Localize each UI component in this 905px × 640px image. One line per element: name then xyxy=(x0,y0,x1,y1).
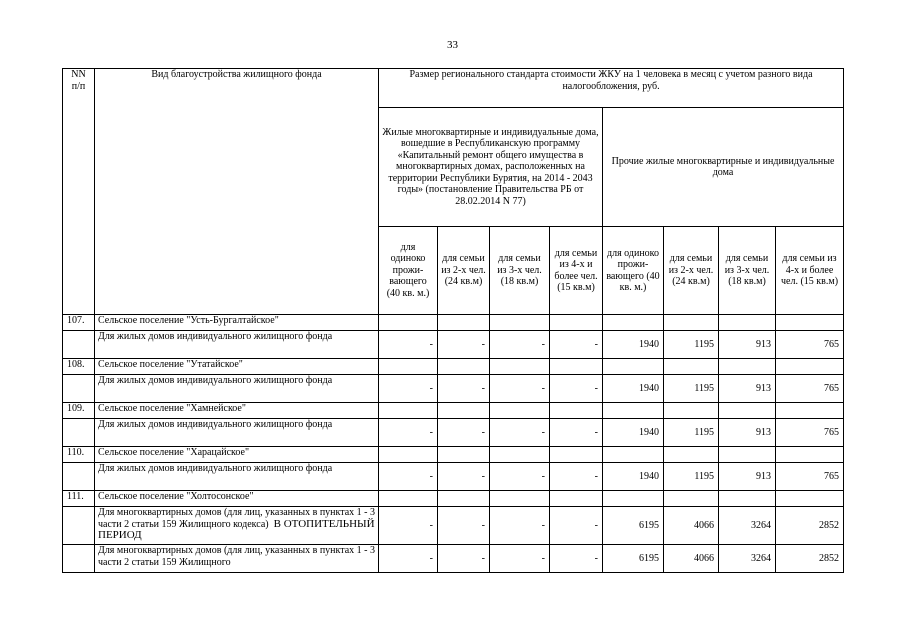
empty-cell xyxy=(603,403,664,419)
empty-cell xyxy=(379,491,438,507)
value-cell: 1195 xyxy=(664,463,719,491)
empty-cell xyxy=(776,315,844,331)
header-type: Вид благоустройства жилищного фонда xyxy=(95,69,379,315)
value-cell: - xyxy=(379,463,438,491)
empty-cell xyxy=(603,359,664,375)
value-cell: - xyxy=(438,545,490,573)
subheader-sub-a-4: для семьи из 4-х и более чел. (15 кв.м) xyxy=(550,227,603,315)
value-cell: - xyxy=(438,375,490,403)
empty-cell xyxy=(490,315,550,331)
empty-cell xyxy=(550,447,603,463)
subheader-sub-b-2: для семьи из 2-х чел. (24 кв.м) xyxy=(664,227,719,315)
empty-cell xyxy=(438,403,490,419)
housing-description xyxy=(95,419,379,447)
header-size: Размер регионального стандарта стоимости ЖКУ на 1 человека в месяц с учетом разного вида налогообложения, руб. xyxy=(379,69,844,108)
housing-description xyxy=(95,375,379,403)
subheader-sub-a-3: для семьи из 3-х чел. (18 кв.м) xyxy=(490,227,550,315)
empty-cell xyxy=(664,315,719,331)
description-text: Для жилых домов индивидуального жилищного фонда xyxy=(98,375,333,386)
empty-cell xyxy=(719,403,776,419)
value-cell: - xyxy=(438,419,490,447)
description-text: Для жилых домов индивидуального жилищного фонда xyxy=(98,463,333,474)
empty-cell xyxy=(550,315,603,331)
empty-cell xyxy=(490,403,550,419)
value-cell: - xyxy=(438,331,490,359)
empty-cell xyxy=(603,447,664,463)
table-row xyxy=(63,315,844,331)
value-cell: - xyxy=(438,507,490,545)
value-cell: 1940 xyxy=(603,331,664,359)
empty-cell xyxy=(490,491,550,507)
empty-cell xyxy=(776,359,844,375)
empty-cell xyxy=(719,359,776,375)
housing-description xyxy=(95,545,379,573)
settlement-name: Сельское поселение "Харацайское" xyxy=(95,447,379,463)
empty-cell xyxy=(379,447,438,463)
header-group-b: Прочие жилые многоквартирные и индивидуальные дома xyxy=(603,108,844,227)
value-cell: - xyxy=(550,463,603,491)
empty-cell xyxy=(719,447,776,463)
value-cell: 6195 xyxy=(603,507,664,545)
value-cell: 1940 xyxy=(603,419,664,447)
value-cell: - xyxy=(379,507,438,545)
empty-cell xyxy=(438,491,490,507)
empty-cell xyxy=(776,491,844,507)
value-cell: - xyxy=(550,545,603,573)
value-cell: 1940 xyxy=(603,463,664,491)
header-group-a: Жилые многоквартирные и индивидуальные дома, вошедшие в Республиканскую программу «Капитальный ремонт общего имущества в многоквартирных домах, расположенных на территории Республики Бурятия, на 2014 - 2043 годы» (постановление Правительства РБ от 28.02.2014 N 77) xyxy=(379,108,603,227)
row-number: 110. xyxy=(63,447,95,463)
empty-cell xyxy=(719,315,776,331)
empty-cell xyxy=(719,491,776,507)
description-text: Для многоквартирных домов (для лиц, указанных в пунктах 1 - 3 части 2 статьи 159 Жилищного xyxy=(98,545,376,568)
row-number: 111. xyxy=(63,491,95,507)
empty-cell xyxy=(379,359,438,375)
value-cell: 1940 xyxy=(603,375,664,403)
row-number: 107. xyxy=(63,315,95,331)
description-text: Для жилых домов индивидуального жилищного фонда xyxy=(98,419,333,430)
value-cell: - xyxy=(490,419,550,447)
value-cell: 765 xyxy=(776,375,844,403)
empty-cell xyxy=(664,491,719,507)
subheader-sub-b-3: для семьи из 3-х чел. (18 кв.м) xyxy=(719,227,776,315)
settlement-name: Сельское поселение "Усть-Бургалтайское" xyxy=(95,315,379,331)
table-row xyxy=(63,375,844,403)
settlement-name: Сельское поселение "Хамнейское" xyxy=(95,403,379,419)
empty-cell xyxy=(63,419,95,447)
value-cell: - xyxy=(490,545,550,573)
empty-cell xyxy=(664,359,719,375)
table-row xyxy=(63,507,844,545)
empty-cell xyxy=(550,403,603,419)
empty-cell xyxy=(550,359,603,375)
empty-cell xyxy=(603,491,664,507)
value-cell: - xyxy=(490,375,550,403)
table-row xyxy=(63,447,844,463)
empty-cell xyxy=(63,331,95,359)
settlement-name: Сельское поселение "Холтосонское" xyxy=(95,491,379,507)
tariff-table xyxy=(62,68,844,573)
housing-description xyxy=(95,507,379,545)
value-cell: - xyxy=(490,507,550,545)
description-text: Для многоквартирных домов (для лиц, указанных в пунктах 1 - 3 части 2 статьи 159 Жилищного кодекса) xyxy=(98,507,376,530)
empty-cell xyxy=(379,315,438,331)
empty-cell xyxy=(63,507,95,545)
empty-cell xyxy=(490,359,550,375)
table-row xyxy=(63,331,844,359)
value-cell: 4066 xyxy=(664,545,719,573)
value-cell: - xyxy=(379,419,438,447)
value-cell: - xyxy=(490,463,550,491)
subheader-sub-b-1: для одиноко прожи-вающего (40 кв. м.) xyxy=(603,227,664,315)
value-cell: - xyxy=(490,331,550,359)
empty-cell xyxy=(776,447,844,463)
subheader-sub-a-2: для семьи из 2-х чел. (24 кв.м) xyxy=(438,227,490,315)
value-cell: - xyxy=(550,331,603,359)
housing-description xyxy=(95,331,379,359)
empty-cell xyxy=(490,447,550,463)
settlement-name: Сельское поселение "Утатайское" xyxy=(95,359,379,375)
housing-description xyxy=(95,463,379,491)
value-cell: 913 xyxy=(719,463,776,491)
value-cell: - xyxy=(379,331,438,359)
table-row xyxy=(63,463,844,491)
value-cell: - xyxy=(379,375,438,403)
table-row xyxy=(63,403,844,419)
empty-cell xyxy=(438,315,490,331)
value-cell: 913 xyxy=(719,375,776,403)
empty-cell xyxy=(664,403,719,419)
header-num: NN п/п xyxy=(63,69,95,315)
row-number: 109. xyxy=(63,403,95,419)
value-cell: - xyxy=(550,375,603,403)
heating-period-note: В ОТОПИТЕЛЬНЫЙ ПЕРИОД xyxy=(98,517,375,541)
table-row xyxy=(63,491,844,507)
empty-cell xyxy=(63,375,95,403)
description-text: Для жилых домов индивидуального жилищного фонда xyxy=(98,331,333,342)
empty-cell xyxy=(776,403,844,419)
row-number: 108. xyxy=(63,359,95,375)
empty-cell xyxy=(603,315,664,331)
empty-cell xyxy=(438,447,490,463)
value-cell: 765 xyxy=(776,331,844,359)
empty-cell xyxy=(550,491,603,507)
value-cell: 1195 xyxy=(664,331,719,359)
value-cell: 2852 xyxy=(776,545,844,573)
empty-cell xyxy=(63,545,95,573)
table-row xyxy=(63,359,844,375)
value-cell: 913 xyxy=(719,419,776,447)
value-cell: - xyxy=(550,419,603,447)
table-row xyxy=(63,419,844,447)
value-cell: - xyxy=(379,545,438,573)
value-cell: 4066 xyxy=(664,507,719,545)
value-cell: 765 xyxy=(776,463,844,491)
subheader-sub-b-4: для семьи из 4-х и более чел. (15 кв.м) xyxy=(776,227,844,315)
value-cell: 1195 xyxy=(664,375,719,403)
empty-cell xyxy=(438,359,490,375)
value-cell: 1195 xyxy=(664,419,719,447)
value-cell: 913 xyxy=(719,331,776,359)
table-row xyxy=(63,545,844,573)
value-cell: 2852 xyxy=(776,507,844,545)
page-number: 33 xyxy=(447,39,458,51)
value-cell: 765 xyxy=(776,419,844,447)
value-cell: 3264 xyxy=(719,545,776,573)
empty-cell xyxy=(664,447,719,463)
empty-cell xyxy=(63,463,95,491)
subheader-sub-a-1: для одиноко прожи-вающего (40 кв. м.) xyxy=(379,227,438,315)
value-cell: 3264 xyxy=(719,507,776,545)
value-cell: - xyxy=(438,463,490,491)
value-cell: - xyxy=(550,507,603,545)
value-cell: 6195 xyxy=(603,545,664,573)
empty-cell xyxy=(379,403,438,419)
